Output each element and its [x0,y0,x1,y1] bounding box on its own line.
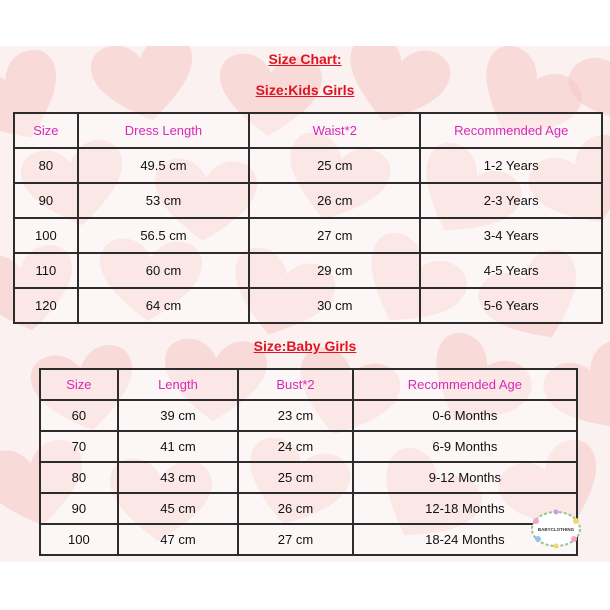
flower-wreath-logo-icon [528,507,584,551]
length-cell: 45 cm [118,493,239,524]
baby-girls-heading: Size:Baby Girls [253,338,357,354]
kids-girls-heading: Size:Kids Girls [255,82,355,98]
waist-cell: 30 cm [249,288,420,323]
size-cell: 60 [40,400,118,431]
age-cell: 12-18 Months [353,493,577,524]
size-cell: 90 [40,493,118,524]
length-cell: 41 cm [118,431,239,462]
waist-cell: 25 cm [249,148,420,183]
size-cell: 80 [40,462,118,493]
waist-cell: 26 cm [249,183,420,218]
table-row [40,462,577,493]
table-header-row [40,369,577,400]
length-cell: 43 cm [118,462,239,493]
column-header-size: Size [14,113,78,148]
bust-cell: 27 cm [238,524,353,555]
age-cell: 6-9 Months [353,431,577,462]
column-header-recommended-age: Recommended Age [420,113,602,148]
dress-length-cell: 56.5 cm [78,218,249,253]
bust-cell: 24 cm [238,431,353,462]
table-row [14,253,602,288]
kids-girls-size-table [13,112,603,324]
table-row [14,148,602,183]
table-header-row [14,113,602,148]
bust-cell: 26 cm [238,493,353,524]
size-chart-title: Size Chart: [268,51,342,67]
dress-length-cell: 60 cm [78,253,249,288]
column-header-size: Size [40,369,118,400]
table-row [40,400,577,431]
column-header-bust: Bust*2 [238,369,353,400]
table-row [14,288,602,323]
table-row [40,431,577,462]
size-cell: 70 [40,431,118,462]
dress-length-cell: 64 cm [78,288,249,323]
size-cell: 80 [14,148,78,183]
waist-cell: 27 cm [249,218,420,253]
size-cell: 90 [14,183,78,218]
size-cell: 110 [14,253,78,288]
svg-text:BABYCLOTHING: BABYCLOTHING [537,527,575,532]
table-row [14,183,602,218]
age-cell: 0-6 Months [353,400,577,431]
size-cell: 120 [14,288,78,323]
length-cell: 47 cm [118,524,239,555]
table-row [40,524,577,555]
column-header-dress-length: Dress Length [78,113,249,148]
size-cell: 100 [14,218,78,253]
length-cell: 39 cm [118,400,239,431]
size-cell: 100 [40,524,118,555]
bust-cell: 23 cm [238,400,353,431]
dress-length-cell: 49.5 cm [78,148,249,183]
table-row [40,493,577,524]
age-cell: 9-12 Months [353,462,577,493]
waist-cell: 29 cm [249,253,420,288]
table-row [14,218,602,253]
age-cell: 2-3 Years [420,183,602,218]
age-cell: 1-2 Years [420,148,602,183]
column-header-length: Length [118,369,239,400]
column-header-recommended-age: Recommended Age [353,369,577,400]
baby-girls-size-table [39,368,578,556]
age-cell: 5-6 Years [420,288,602,323]
dress-length-cell: 53 cm [78,183,249,218]
bust-cell: 25 cm [238,462,353,493]
column-header-waist: Waist*2 [249,113,420,148]
age-cell: 3-4 Years [420,218,602,253]
age-cell: 18-24 Months [353,524,577,555]
age-cell: 4-5 Years [420,253,602,288]
